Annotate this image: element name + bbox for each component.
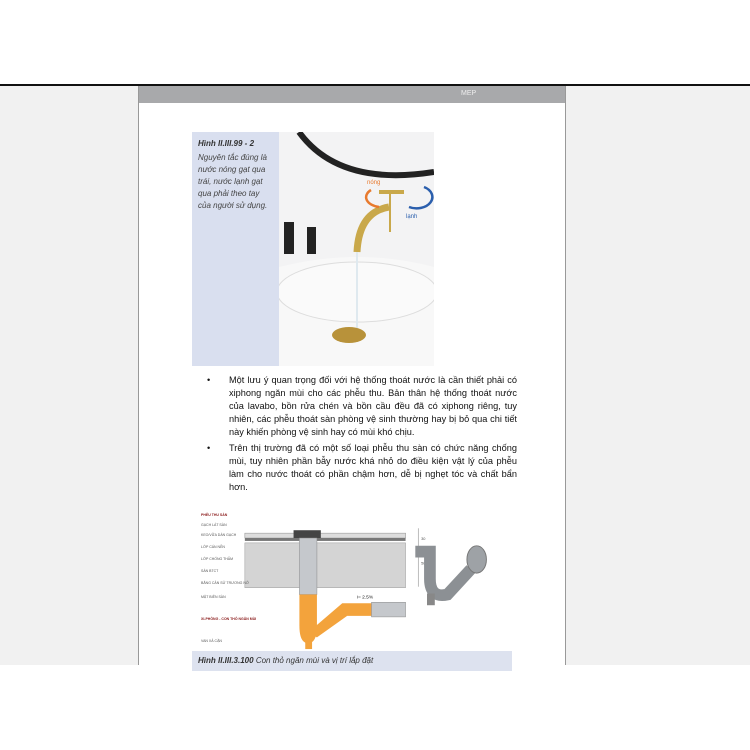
hot-label: nóng (367, 180, 381, 186)
figure2-number: Hình II.III.3.100 (198, 656, 254, 665)
slope-label: i= 2.5% (356, 595, 374, 601)
bullet-list (205, 374, 517, 497)
diagram-label: XI-PHÔNG - CON THỎ NGĂN MÙI (201, 617, 257, 621)
diagram-label: BĂNG CẢN SỬ TRƯƠNG NỞ (201, 581, 249, 585)
content-flow (192, 374, 517, 671)
figure2-text: Con thỏ ngăn mùi và vị trí lắp đặt (255, 656, 374, 665)
bullet-item: • Trên thị trường đã có một số loại phễu thu sàn có chức năng chống mùi, tuy nhiên phần bẫy nước khá nhỏ do điều kiện vật lý của phễu làm cho nước thoát có phần chậm hơn, dễ bị nghẹt tóc và chất bẩn hơn. (205, 442, 517, 494)
cold-label: lạnh (406, 214, 418, 220)
dim-main: 500 (421, 560, 428, 566)
document-page (138, 86, 566, 665)
diagram-label: LỚP CHỐNG THẤM (201, 557, 234, 561)
bullet-item: • Một lưu ý quan trọng đối với hệ thống thoát nước là cần thiết phải có xiphong ngăn mùi cho các phễu thu. Bản thân hệ thống thoát nước của lavabo, bồn rửa chén và bồn cầu đều đã có xiphong riêng, tuy nhiên, các phễu thoát sàn phòng vệ sinh thường hay bị bỏ qua chi tiết này khiến phòng vệ sinh hay có mùi khó chịu. (205, 374, 517, 439)
diagram-label: SÀN BTCT (201, 569, 219, 573)
diagram-label: VAN XẢ CẶN (201, 639, 222, 643)
diagram-label: MẶT BIÊN SÀN (201, 595, 226, 599)
floor-drain-diagram (192, 501, 512, 651)
diagram-label: GẠCH LÁT SÀN (201, 523, 227, 527)
header-section: MEP (461, 90, 477, 97)
diagram-label: PHỄU THU SÀN (201, 513, 228, 517)
diagram-label: KEO/VỮA DÁN GẠCH (201, 533, 237, 537)
figure2-caption (192, 651, 512, 671)
figure1-text: Nguyên tắc đúng là nước nóng gạt qua trái, nước lạnh gạt qua phải theo tay của người sử dụng. (198, 153, 268, 210)
page-header (139, 86, 565, 103)
figure1-caption (192, 132, 279, 366)
dim-top: 30 (421, 535, 426, 541)
diagram-label: LỚP CÁN NỀN (201, 545, 225, 549)
figure1-number: Hình II.III.99 - 2 (198, 139, 255, 148)
faucet-photo (279, 132, 434, 366)
